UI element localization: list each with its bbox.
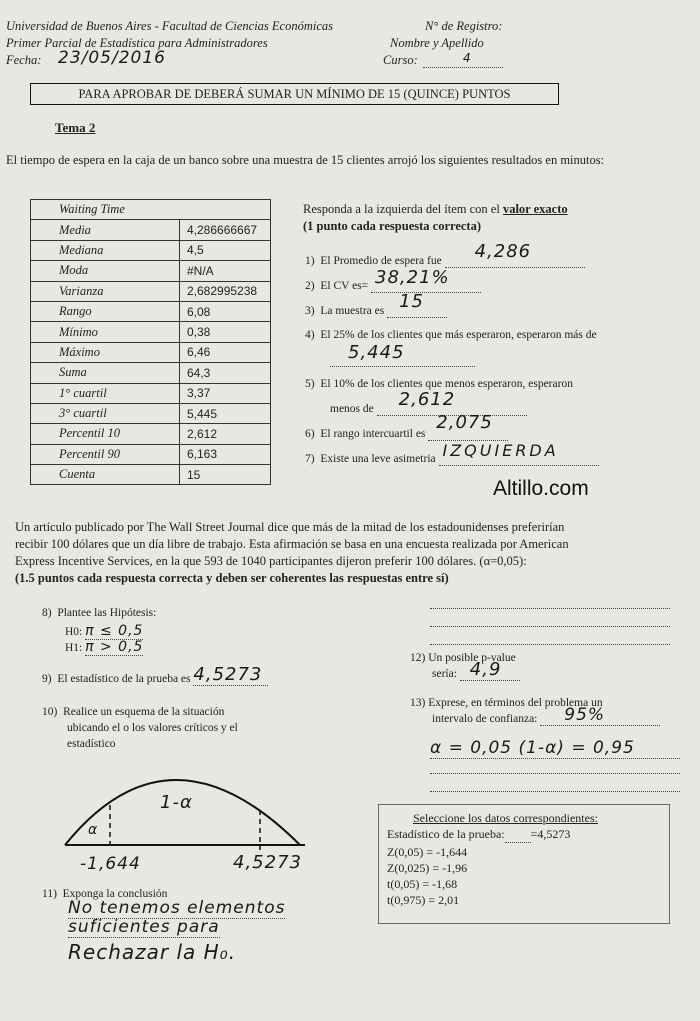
question-4	[305, 329, 597, 341]
table-row	[31, 281, 271, 301]
table-title: Waiting Time	[31, 200, 271, 220]
blank-line	[430, 761, 680, 774]
h0-label: H0:	[65, 626, 83, 638]
answer-7: IZQUIERDA	[442, 441, 559, 460]
data-selection-box	[378, 804, 670, 924]
question-10	[42, 706, 224, 718]
answer-12: 4,9	[469, 659, 502, 680]
question-number: 12)	[410, 652, 426, 664]
h1-label: H1:	[65, 642, 83, 654]
row-label: Moda	[31, 261, 180, 281]
row-value: 0,38	[180, 322, 271, 342]
question-number: 1)	[305, 255, 315, 267]
table-row	[31, 240, 271, 260]
instructions-line2: (1 punto cada respuesta correcta)	[303, 219, 481, 233]
answer-line	[371, 267, 481, 293]
question-text: sería:	[432, 668, 457, 680]
databox-item: Z(0,025) = -1,96	[387, 861, 468, 875]
question-10-line3: estadístico	[67, 738, 116, 750]
question-text: El rango intercuartil es	[320, 428, 426, 440]
row-label: Cuenta	[31, 465, 180, 485]
row-label: Máximo	[31, 342, 180, 362]
question-text: Plantee las Hipótesis:	[57, 607, 157, 619]
blank-line	[430, 596, 670, 609]
table-row	[31, 424, 271, 444]
databox-stat-label: Estadístico de la prueba:	[387, 827, 505, 841]
intro-text: El tiempo de espera en la caja de un banco sobre una muestra de 15 clientes arrojó los siguientes resultados en minutos:	[6, 153, 605, 167]
blank-line	[430, 614, 670, 627]
conclusion-line1: No tenemos elementos	[68, 898, 286, 918]
answer-line	[540, 705, 660, 726]
h1-answer: π > 0,5	[85, 639, 144, 655]
question-text: La muestra es	[320, 305, 385, 317]
waiting-time-table	[30, 199, 271, 485]
answer-line	[387, 291, 447, 318]
question-12-line2	[432, 659, 520, 681]
question-number: 8)	[42, 607, 52, 619]
answer-3: 15	[399, 291, 424, 312]
registro-label: N° de Registro:	[425, 19, 503, 33]
table-row	[31, 322, 271, 342]
instructions-line1	[303, 202, 568, 217]
table-row	[31, 261, 271, 281]
question-number: 11)	[42, 888, 57, 900]
row-value: 2,682995238	[180, 281, 271, 301]
instructions-bold: valor exacto	[502, 202, 568, 216]
answer-1: 4,286	[474, 241, 532, 262]
answer-6: 2,075	[436, 412, 493, 433]
h0-answer: π ≤ 0,5	[85, 623, 144, 639]
question-9	[42, 664, 268, 686]
row-value: #N/A	[180, 261, 271, 281]
university-line: Universidad de Buenos Aires - Facultad de Ciencias Económicas	[6, 19, 334, 33]
question-text: Existe una leve asimetria	[320, 453, 436, 465]
table-row	[31, 383, 271, 403]
row-label: 1° cuartil	[31, 383, 180, 403]
row-value: 6,08	[180, 301, 271, 321]
answer-5: 2,612	[398, 389, 456, 410]
answer-line	[445, 241, 585, 268]
databox-item: t(0,975) = 2,01	[387, 893, 460, 907]
conclusion-line2: suficientes para	[68, 917, 220, 937]
row-value: 6,163	[180, 444, 271, 464]
question-text: El estadístico de la prueba es	[57, 673, 191, 685]
row-value: 2,612	[180, 424, 271, 444]
question-number: 2)	[305, 280, 315, 292]
conclusion-line3: Rechazar la H₀.	[68, 940, 237, 964]
part2-line4: (1.5 puntos cada respuesta correcta y deben ser coherentes las respuestas entre sí)	[15, 571, 449, 585]
part2-line3: Express Incentive Services, en la que 593 de 1040 participantes dijeron preferir 100 dólares. (α=0,05):	[15, 554, 527, 568]
question-text: Exprese, en términos del problema un	[428, 697, 603, 709]
row-label: Media	[31, 220, 180, 240]
part2-line1: Un artículo publicado por The Wall Street Journal dice que más de la mitad de los estadounidenses preferirían	[15, 520, 565, 534]
fecha-value: 23/05/2016	[58, 48, 166, 68]
question-5-cont	[330, 389, 527, 416]
table-row	[31, 465, 271, 485]
question-number: 6)	[305, 428, 315, 440]
databox-item: t(0,05) = -1,68	[387, 877, 458, 891]
question-text: Exponga la conclusión	[62, 888, 168, 900]
question-text: El 10% de los clientes que menos esperaron, esperaron	[320, 378, 573, 390]
table-row	[31, 220, 271, 240]
databox-stat-value: =4,5273	[530, 827, 571, 841]
answer-2: 38,21%	[375, 267, 450, 288]
databox-item: Z(0,05) = -1,644	[387, 845, 468, 859]
question-text: menos de	[330, 403, 374, 415]
row-label: 3° cuartil	[31, 403, 180, 423]
row-value: 64,3	[180, 363, 271, 383]
row-label: Percentil 10	[31, 424, 180, 444]
sketch-alpha: α	[88, 822, 99, 838]
question-text: El 25% de los clientes que más esperaron, esperaron más de	[320, 329, 597, 341]
question-number: 10)	[42, 706, 58, 718]
fecha-label: Fecha:	[6, 53, 42, 67]
row-value: 4,5	[180, 240, 271, 260]
question-6	[305, 412, 508, 441]
question-number: 5)	[305, 378, 315, 390]
nombre-label: Nombre y Apellido	[390, 36, 484, 50]
question-text: Un posible p-value	[428, 652, 516, 664]
sketch-critical-value: -1,644	[80, 854, 141, 874]
sketch-statistic-value: 4,5273	[233, 852, 302, 873]
answer-13-confidence: 95%	[564, 705, 606, 725]
banner-text: PARA APROBAR DE DEBERÁ SUMAR UN MÍNIMO DE 15 (QUINCE) PUNTOS	[78, 87, 511, 101]
row-value: 3,37	[180, 383, 271, 403]
question-text: Realice un esquema de la situación	[63, 706, 225, 718]
table-row	[31, 301, 271, 321]
question-2	[305, 267, 481, 293]
table-row	[31, 363, 271, 383]
question-text: El Promedio de espera fue	[320, 255, 442, 267]
row-value: 5,445	[180, 403, 271, 423]
question-number: 4)	[305, 329, 315, 341]
h1-line	[65, 639, 143, 655]
sketch-one-minus-alpha: 1-α	[160, 792, 193, 813]
h0-line	[65, 623, 143, 639]
table-row	[31, 342, 271, 362]
blank-line	[430, 779, 680, 792]
banner-box	[30, 83, 559, 105]
question-number: 13)	[410, 697, 426, 709]
row-value: 6,46	[180, 342, 271, 362]
watermark: Altillo.com	[493, 477, 589, 500]
answer-9: 4,5273	[193, 664, 263, 685]
question-7	[305, 441, 599, 466]
databox-title: Seleccione los datos correspondientes:	[413, 811, 598, 825]
answer-line	[439, 441, 599, 466]
answer-line	[460, 659, 520, 681]
question-number: 7)	[305, 453, 315, 465]
table-header-row	[31, 200, 271, 220]
row-label: Percentil 90	[31, 444, 180, 464]
instructions-text: Responda a la izquierda del ítem con el	[303, 202, 500, 216]
row-value: 4,286666667	[180, 220, 271, 240]
course-line: Primer Parcial de Estadística para Administradores	[6, 36, 268, 50]
question-text: intervalo de confianza:	[432, 713, 538, 725]
answer-13-alpha: α = 0,05 (1-α) = 0,95	[430, 738, 680, 759]
row-label: Mediana	[31, 240, 180, 260]
blank-line	[430, 632, 670, 645]
row-label: Varianza	[31, 281, 180, 301]
question-text: El CV es=	[320, 280, 369, 292]
curso-line	[423, 53, 503, 68]
part2-line2: recibir 100 dólares que un día libre de trabajo. Esta afirmación se basa en una encuesta realizada por American	[15, 537, 569, 551]
question-3	[305, 291, 447, 318]
row-label: Rango	[31, 301, 180, 321]
answer-line	[428, 412, 508, 441]
databox-stat	[387, 827, 570, 843]
table-row	[31, 444, 271, 464]
question-number: 9)	[42, 673, 52, 685]
question-10-line2: ubicando el o los valores críticos y el	[67, 722, 238, 734]
curso-value: 4	[463, 51, 472, 65]
row-label: Mínimo	[31, 322, 180, 342]
tema-title: Tema 2	[55, 120, 96, 135]
question-13-line2	[432, 705, 660, 726]
table-row	[31, 403, 271, 423]
answer-line	[330, 342, 475, 367]
curso-label: Curso:	[383, 53, 418, 67]
question-number: 3)	[305, 305, 315, 317]
answer-4: 5,445	[348, 342, 405, 363]
row-value: 15	[180, 465, 271, 485]
question-8	[42, 607, 156, 619]
row-label: Suma	[31, 363, 180, 383]
answer-line	[193, 664, 268, 686]
